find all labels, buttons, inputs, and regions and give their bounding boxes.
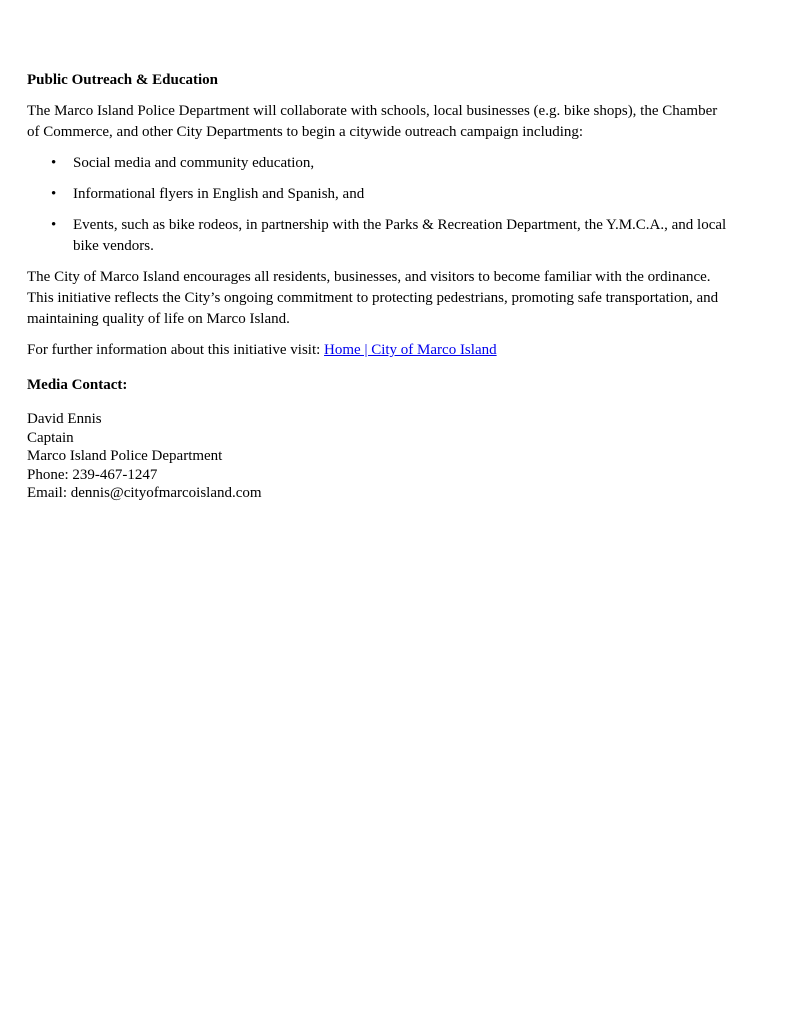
media-contact-block xyxy=(27,410,727,503)
list-item xyxy=(27,184,727,205)
list-item-text: Informational flyers in English and Spanish, and xyxy=(73,186,365,202)
bullet-icon: • xyxy=(51,217,57,233)
closing-paragraph: The City of Marco Island encourages all residents, businesses, and visitors to become familiar with the ordinance. This initiative reflects the City’s ongoing commitment to protecting pedestrians, promoting safe transportation, and maintaining quality of life on Marco Island. xyxy=(27,269,719,327)
list-item xyxy=(27,153,727,174)
intro-paragraph: The Marco Island Police Department will collaborate with schools, local businesses (e.g. bike shops), the Chamber of Commerce, and other City Departments to begin a citywide outreach campaign including: xyxy=(27,103,718,140)
bullet-icon: • xyxy=(51,155,57,171)
contact-department: Marco Island Police Department xyxy=(27,448,223,464)
contact-name: David Ennis xyxy=(27,411,102,427)
outreach-bullet-list xyxy=(27,153,727,257)
bullet-icon: • xyxy=(51,186,57,202)
city-home-link[interactable]: Home | City of Marco Island xyxy=(324,342,497,358)
list-item-text: Social media and community education, xyxy=(73,155,315,171)
section-heading: Public Outreach & Education xyxy=(27,72,218,88)
contact-phone: Phone: 239-467-1247 xyxy=(27,466,158,483)
contact-title: Captain xyxy=(27,429,74,446)
contact-email: Email: dennis@cityofmarcoisland.com xyxy=(27,485,262,501)
media-contact-heading: Media Contact: xyxy=(27,377,128,393)
info-prefix: For further information about this initiative visit: xyxy=(27,342,325,358)
document-page xyxy=(27,70,727,503)
list-item-text: Events, such as bike rodeos, in partnership with the Parks & Recreation Department, the Y.M.C.A., and local bike vendors. xyxy=(73,217,727,254)
info-paragraph xyxy=(27,340,727,361)
list-item xyxy=(27,215,727,257)
